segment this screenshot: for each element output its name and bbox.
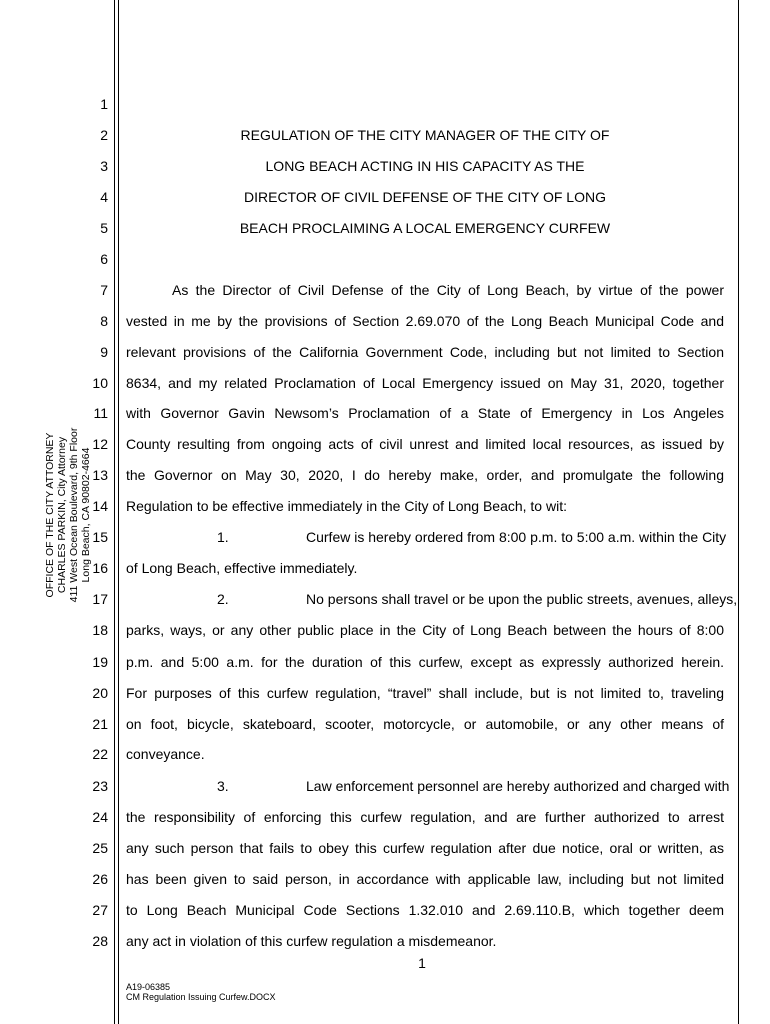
text-line: the Governor on May 30, 2020, I do hereby make, order, and promulgate the following <box>126 467 724 483</box>
text-line: of Long Beach, effective immediately. <box>126 560 358 576</box>
attorney-name: CHARLES PARKIN, City Attorney <box>56 436 68 594</box>
paragraph-number: 1. <box>217 529 229 545</box>
text-line: County resulting from ongoing acts of civil unrest and limited local resources, as issued by <box>126 436 724 452</box>
line-number: 11 <box>93 405 108 421</box>
line-number: 5 <box>100 220 108 236</box>
line-number: 14 <box>92 498 108 514</box>
line-number: 19 <box>92 654 108 670</box>
text-line: parks, ways, or any other public place in the City of Long Beach between the hours of 8:00 <box>126 622 724 638</box>
attorney-office-sidebar <box>44 428 92 603</box>
line-number: 12 <box>92 436 108 452</box>
title-line: DIRECTOR OF CIVIL DEFENSE OF THE CITY OF LONG <box>244 189 606 205</box>
text-line: As the Director of Civil Defense of the City of Long Beach, by virtue of the power <box>172 282 724 298</box>
text-line: Law enforcement personnel are hereby authorized and charged with <box>306 778 730 794</box>
office-city: Long Beach, CA 90802-4664 <box>80 447 92 583</box>
paragraph-1-first-line <box>172 529 727 545</box>
footer-doc-id: A19-06385 <box>126 982 171 992</box>
line-number: 13 <box>92 467 108 483</box>
text-line: with Governor Gavin Newsom’s Proclamation of a State of Emergency in Los Angeles <box>126 405 724 421</box>
text-line: For purposes of this curfew regulation, “travel” shall include, but is not limited to, traveling <box>126 685 724 701</box>
line-number: 8 <box>100 313 108 329</box>
title-line: BEACH PROCLAIMING A LOCAL EMERGENCY CURFEW <box>239 220 611 236</box>
text-line: Curfew is hereby ordered from 8:00 p.m. to 5:00 a.m. within the City <box>306 529 727 545</box>
line-number: 2 <box>100 127 108 143</box>
line-number: 6 <box>100 251 108 267</box>
text-line: has been given to said person, in accordance with applicable law, including but not limited <box>126 871 724 887</box>
left-margin-rule-inner <box>118 0 119 1024</box>
line-number: 10 <box>92 375 108 391</box>
line-number: 4 <box>100 189 108 205</box>
line-number: 15 <box>92 529 108 545</box>
title-line: REGULATION OF THE CITY MANAGER OF THE CITY OF <box>240 127 610 143</box>
line-number: 18 <box>92 622 108 638</box>
line-number: 28 <box>92 933 108 949</box>
text-line: No persons shall travel or be upon the public streets, avenues, alleys, <box>306 591 738 607</box>
paragraph-2-first-line <box>172 591 738 607</box>
text-line: conveyance. <box>126 746 205 762</box>
line-number: 26 <box>92 871 108 887</box>
text-line: p.m. and 5:00 a.m. for the duration of this curfew, except as expressly authorized herein. <box>126 654 724 670</box>
line-number: 22 <box>92 746 108 762</box>
left-margin-rule-outer <box>114 0 115 1024</box>
line-number: 23 <box>92 778 108 794</box>
line-number: 21 <box>92 716 108 732</box>
text-line: on foot, bicycle, skateboard, scooter, motorcycle, or automobile, or any other means of <box>126 716 724 732</box>
line-number: 3 <box>100 158 108 174</box>
line-number: 16 <box>92 560 108 576</box>
text-line: Regulation to be effective immediately in the City of Long Beach, to wit: <box>126 498 567 514</box>
line-number: 24 <box>92 809 108 825</box>
text-line: the responsibility of enforcing this curfew regulation, and are further authorized to arrest <box>126 809 724 825</box>
line-number: 27 <box>92 902 108 918</box>
line-number: 1 <box>100 96 108 112</box>
paragraph-3-first-line <box>172 778 730 794</box>
text-line: 8634, and my related Proclamation of Local Emergency issued on May 31, 2020, together <box>126 375 724 391</box>
text-line: relevant provisions of the California Government Code, including but not limited to Section <box>126 344 724 360</box>
text-line: any act in violation of this curfew regulation a misdemeanor. <box>126 933 497 949</box>
line-number: 25 <box>92 840 108 856</box>
office-street: 411 West Ocean Boulevard, 9th Floor <box>68 427 80 603</box>
footer-doc-name: CM Regulation Issuing Curfew.DOCX <box>126 992 276 1002</box>
paragraph-number: 3. <box>217 778 229 794</box>
paragraph-number: 2. <box>217 591 229 607</box>
text-line: any such person that fails to obey this curfew regulation after due notice, oral or written, as <box>126 840 724 856</box>
office-name: OFFICE OF THE CITY ATTORNEY <box>44 432 56 598</box>
line-number: 7 <box>100 282 108 298</box>
page-number: 1 <box>418 955 426 971</box>
title-line: LONG BEACH ACTING IN HIS CAPACITY AS THE <box>265 158 585 174</box>
text-line: vested in me by the provisions of Section 2.69.070 of the Long Beach Municipal Code and <box>126 313 724 329</box>
line-number: 17 <box>92 591 108 607</box>
line-number: 20 <box>92 685 108 701</box>
line-number: 9 <box>100 344 108 360</box>
text-line: to Long Beach Municipal Code Sections 1.32.010 and 2.69.110.B, which together deem <box>126 902 724 918</box>
right-margin-rule <box>738 0 739 1024</box>
